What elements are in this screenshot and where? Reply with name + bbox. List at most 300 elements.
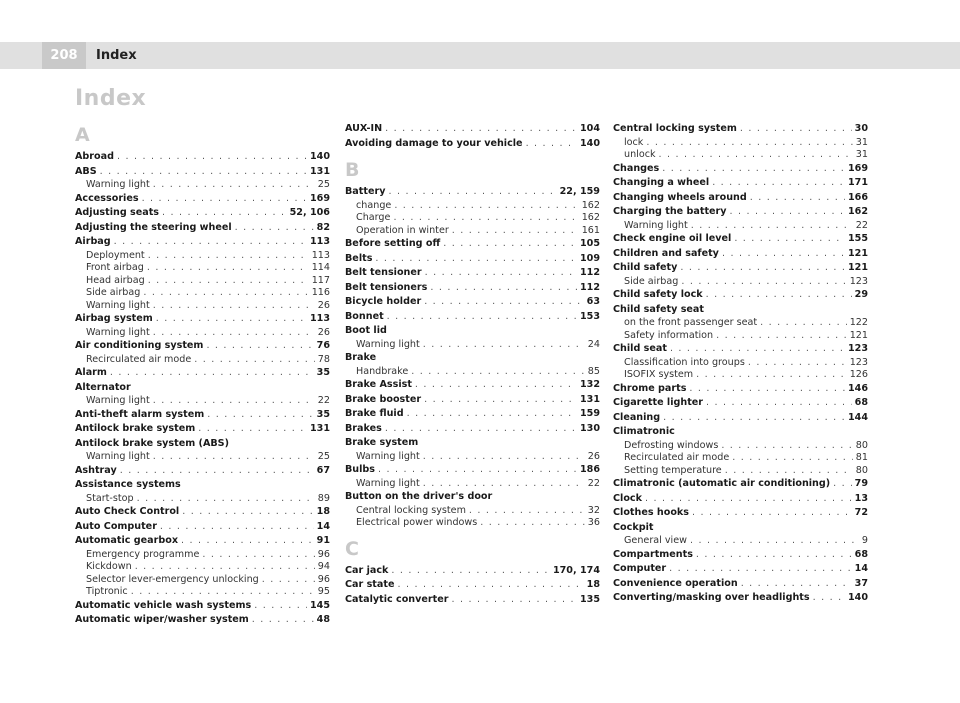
index-entry [613, 548, 868, 563]
dot-leader [100, 165, 307, 180]
page-reference: 186 [579, 464, 600, 475]
index-entry [613, 562, 868, 577]
page-reference: 114 [311, 262, 330, 273]
dot-leader [646, 137, 852, 150]
index-subentry [613, 149, 868, 162]
entry-label: Before setting off [345, 238, 441, 249]
index-entry-heading: Button on the driver's door [345, 491, 493, 502]
entry-label: Battery [345, 186, 386, 197]
entry-label: Convenience operation [613, 577, 738, 589]
page-reference: 26 [317, 326, 330, 338]
entry-label: Head airbag [86, 274, 145, 286]
page-reference: 24 [587, 338, 600, 350]
page-reference: 112 [579, 281, 600, 293]
page-reference: 67 [316, 464, 330, 476]
page-reference: 153 [579, 310, 600, 322]
entry-label: Warning light [86, 451, 150, 462]
index-column-1 [75, 124, 330, 628]
page-reference: 135 [579, 593, 600, 605]
entry-label: Classification into groups [624, 356, 745, 368]
page-reference: 31 [855, 136, 868, 148]
entry-label: Check engine oil level [613, 233, 732, 244]
entry-label: Handbrake [356, 365, 409, 377]
dot-leader [135, 561, 315, 574]
entry-label: Bulbs [345, 464, 376, 475]
entry-label: ABS [75, 165, 97, 177]
entry-label: Central locking system [613, 123, 737, 134]
dot-leader [662, 162, 845, 177]
dot-leader [740, 122, 852, 137]
dot-leader [143, 287, 308, 300]
index-column-3 [613, 122, 868, 606]
entry-label: Automatic wiper/washer system [75, 614, 249, 625]
entry-label: Electrical power windows [356, 517, 478, 528]
dot-leader [813, 591, 845, 606]
entry-label: Cleaning [613, 411, 661, 423]
page-reference: 29 [854, 289, 868, 300]
index-entry [345, 185, 600, 200]
dot-leader [182, 505, 313, 520]
dot-leader [387, 310, 577, 325]
dot-leader [181, 534, 314, 549]
dot-leader [194, 354, 315, 367]
dot-leader [254, 599, 307, 614]
index-entry [613, 342, 868, 357]
index-entry [345, 407, 600, 422]
dot-leader [423, 339, 585, 352]
entry-label: Alarm [75, 367, 107, 378]
dot-leader [732, 452, 853, 465]
dot-leader [423, 451, 585, 464]
dot-leader [452, 225, 579, 238]
page-reference: 36 [587, 517, 600, 528]
dot-leader [750, 191, 845, 206]
page-reference: 131 [309, 165, 330, 177]
entry-label: Warning light [356, 477, 420, 489]
index-entry-heading: Boot lid [345, 325, 387, 336]
dot-leader [153, 327, 315, 340]
page-reference: 95 [317, 586, 330, 597]
page-reference: 155 [847, 233, 868, 244]
index-subentry [613, 330, 868, 343]
entry-label: Automatic vehicle wash systems [75, 599, 252, 611]
index-entry [345, 137, 600, 152]
index-entry [75, 599, 330, 614]
index-entry [613, 577, 868, 592]
page-reference: 68 [854, 397, 868, 408]
entry-label: AUX-IN [345, 123, 383, 134]
dot-leader [689, 382, 845, 397]
index-entry [345, 463, 600, 478]
page-reference: 122 [849, 317, 868, 328]
entry-label: Compartments [613, 548, 693, 560]
dot-leader [137, 493, 315, 506]
page-reference: 63 [586, 296, 600, 307]
index-entry [613, 288, 868, 303]
page-reference: 22 [317, 395, 330, 406]
index-entry [613, 411, 868, 426]
index-entry [75, 534, 330, 549]
index-entry [75, 206, 330, 221]
index-entry-heading: Child safety seat [613, 303, 704, 315]
dot-leader [391, 564, 550, 579]
dot-leader [385, 422, 577, 437]
page-reference: 72 [854, 507, 868, 518]
index-entry-heading: Brake [345, 352, 377, 363]
dot-leader [117, 150, 307, 165]
entry-label: Accessories [75, 192, 139, 204]
entry-label: Converting/masking over headlights [613, 592, 810, 603]
dot-leader [423, 478, 585, 491]
dot-leader [388, 185, 556, 200]
dot-leader [407, 407, 577, 422]
dot-leader [147, 262, 309, 275]
entry-label: Brake fluid [345, 408, 404, 419]
index-subentry [345, 451, 600, 464]
entry-label: General view [624, 535, 687, 546]
index-entry [345, 393, 600, 408]
page-title: Index [75, 86, 147, 111]
index-subentry [345, 517, 600, 530]
dot-leader [262, 574, 315, 587]
dot-leader [375, 252, 577, 267]
index-subentry [75, 561, 330, 574]
index-entry [613, 506, 868, 521]
entry-label: Children and safety [613, 247, 719, 259]
entry-label: Operation in winter [356, 224, 449, 236]
index-subentry [75, 451, 330, 464]
page-reference: 123 [849, 275, 868, 287]
page-reference: 30 [854, 123, 868, 134]
entry-label: Warning light [356, 450, 420, 462]
index-entry [613, 205, 868, 220]
page-reference: 35 [316, 367, 330, 378]
dot-leader [690, 535, 859, 548]
entry-label: Recirculated air mode [86, 353, 192, 365]
dot-leader [131, 586, 315, 599]
page-reference: 121 [847, 262, 868, 273]
page-reference: 131 [309, 423, 330, 434]
dot-leader [706, 288, 852, 303]
index-entry [345, 564, 600, 579]
page-reference: 52, 106 [289, 207, 330, 218]
index-subentry [613, 357, 868, 370]
entry-label: Warning light [356, 338, 420, 350]
index-entry [75, 339, 330, 354]
entry-label: Adjusting seats [75, 207, 160, 218]
page-reference: 166 [847, 191, 868, 203]
page-reference: 113 [309, 313, 330, 324]
dot-leader [716, 330, 847, 343]
index-entry [613, 492, 868, 507]
entry-label: Bicycle holder [345, 296, 422, 307]
dot-leader [153, 300, 315, 313]
dot-leader [424, 393, 577, 408]
index-entry [75, 408, 330, 423]
index-subentry [345, 366, 600, 379]
index-subentry [613, 317, 868, 330]
index-entry [345, 252, 600, 267]
page-reference: 116 [311, 287, 330, 298]
page-reference: 131 [579, 393, 600, 405]
page-reference: 79 [854, 478, 868, 489]
page-reference: 144 [847, 411, 868, 423]
dot-leader [833, 477, 851, 492]
entry-label: Front airbag [86, 262, 144, 273]
page-reference: 146 [847, 382, 868, 394]
entry-label: Ashtray [75, 464, 117, 476]
dot-leader [741, 577, 852, 592]
dot-leader [722, 247, 845, 262]
index-entry-heading: Alternator [75, 381, 131, 393]
index-subentry [75, 275, 330, 288]
entry-label: Safety information [624, 329, 714, 341]
page-reference: 113 [309, 236, 330, 247]
dot-leader [469, 505, 585, 518]
page-reference: 91 [316, 535, 330, 546]
page-reference: 123 [849, 356, 868, 368]
page-reference: 126 [849, 369, 868, 380]
index-entry [75, 312, 330, 327]
dot-leader [706, 396, 852, 411]
page-reference: 169 [309, 192, 330, 204]
index-entry [75, 613, 330, 628]
page-reference: 22, 159 [559, 186, 600, 197]
entry-label: Setting temperature [624, 464, 722, 476]
index-entry-heading: Antilock brake system (ABS) [75, 437, 229, 449]
index-subentry [345, 339, 600, 352]
dot-leader [153, 179, 315, 192]
page-reference: 14 [316, 520, 330, 532]
dot-leader [691, 220, 853, 233]
page-reference: 112 [579, 267, 600, 278]
entry-label: Catalytic converter [345, 593, 449, 605]
entry-label: Air conditioning system [75, 340, 204, 351]
dot-leader [394, 200, 578, 213]
index-entry [75, 464, 330, 479]
index-entry [345, 295, 600, 310]
index-entry [345, 578, 600, 593]
page-reference: 32 [587, 504, 600, 516]
page-reference: 105 [579, 238, 600, 249]
index-subentry [75, 287, 330, 300]
index-entry [613, 176, 868, 191]
entry-label: Child safety lock [613, 289, 703, 300]
entry-label: Auto Computer [75, 520, 157, 532]
dot-leader [669, 562, 851, 577]
index-subentry [75, 327, 330, 340]
dot-leader [526, 137, 577, 152]
index-subentry [75, 549, 330, 562]
index-subentry [345, 212, 600, 225]
index-subentry [345, 200, 600, 213]
index-entry-heading: Climatronic [613, 426, 675, 437]
entry-label: Child safety [613, 262, 678, 273]
entry-label: Charge [356, 212, 391, 223]
entry-label: Abroad [75, 151, 114, 162]
index-subentry [613, 276, 868, 289]
dot-leader [120, 464, 314, 479]
dot-leader [696, 548, 852, 563]
dot-leader [198, 422, 307, 437]
entry-label: Brake Assist [345, 379, 412, 390]
index-entry [613, 396, 868, 411]
index-entry [613, 382, 868, 397]
page-reference: 80 [855, 464, 868, 476]
dot-leader [411, 366, 584, 379]
dot-leader [748, 357, 847, 370]
page-reference: 162 [581, 199, 600, 211]
page-number: 208 [42, 42, 86, 69]
dot-leader [430, 281, 577, 296]
entry-label: Belt tensioner [345, 267, 422, 278]
index-entry [613, 122, 868, 137]
page-reference: 171 [847, 177, 868, 188]
dot-leader [680, 261, 845, 276]
page-reference: 85 [587, 365, 600, 377]
entry-label: Kickdown [86, 561, 132, 572]
page-reference: 113 [311, 249, 330, 261]
entry-label: lock [624, 136, 644, 148]
dot-leader [397, 578, 583, 593]
entry-label: Clothes hooks [613, 507, 689, 518]
dot-leader [393, 212, 578, 225]
entry-label: Defrosting windows [624, 439, 719, 451]
dot-leader [443, 237, 577, 252]
page-reference: 18 [586, 579, 600, 590]
index-letter-heading: A [75, 124, 90, 146]
entry-label: Changes [613, 162, 660, 174]
index-entry [613, 247, 868, 262]
entry-label: Changing wheels around [613, 191, 747, 203]
page-reference: 162 [847, 206, 868, 217]
page-reference: 123 [847, 343, 868, 354]
page-reference: 18 [316, 506, 330, 517]
dot-leader [207, 408, 313, 423]
dot-leader [202, 549, 314, 562]
entry-label: Brake booster [345, 393, 422, 405]
page-reference: 132 [579, 379, 600, 390]
index-subentry [613, 369, 868, 382]
page-reference: 109 [579, 252, 600, 264]
page-reference: 159 [579, 408, 600, 419]
index-entry [75, 165, 330, 180]
entry-label: Central locking system [356, 504, 466, 516]
index-entry [345, 378, 600, 393]
index-entry-heading: Assistance systems [75, 479, 181, 490]
entry-label: Car jack [345, 564, 389, 576]
index-entry [345, 237, 600, 252]
entry-label: Emergency programme [86, 548, 200, 560]
index-entry [75, 235, 330, 250]
page-reference: 26 [317, 299, 330, 311]
dot-leader [730, 205, 845, 220]
entry-label: Warning light [86, 326, 150, 338]
entry-label: Bonnet [345, 310, 384, 322]
entry-label: Adjusting the steering wheel [75, 221, 232, 233]
entry-label: Selector lever-emergency unlocking [86, 573, 259, 585]
dot-leader [721, 440, 852, 453]
dot-leader [110, 366, 314, 381]
page-reference: 140 [579, 137, 600, 149]
entry-label: Warning light [86, 395, 150, 406]
page-reference: 96 [317, 548, 330, 560]
entry-label: Side airbag [624, 275, 679, 287]
entry-label: Avoiding damage to your vehicle [345, 137, 523, 149]
entry-label: Recirculated air mode [624, 452, 730, 463]
entry-label: Antilock brake system [75, 423, 196, 434]
dot-leader [385, 122, 577, 137]
entry-label: Airbag [75, 236, 111, 247]
entry-label: Computer [613, 563, 667, 574]
index-entry-heading: Cockpit [613, 521, 654, 533]
index-subentry [75, 395, 330, 408]
page-reference: 80 [855, 439, 868, 451]
index-subentry [75, 574, 330, 587]
page-reference: 121 [849, 329, 868, 341]
index-column-2 [345, 122, 600, 607]
entry-label: Charging the battery [613, 206, 727, 217]
dot-leader [681, 276, 846, 289]
index-subentry [75, 262, 330, 275]
entry-label: unlock [624, 149, 656, 160]
entry-label: Airbag system [75, 313, 153, 324]
entry-label: Cigarette lighter [613, 397, 704, 408]
dot-leader [114, 235, 307, 250]
page-reference: 162 [581, 212, 600, 223]
index-subentry [613, 465, 868, 478]
index-entry [345, 266, 600, 281]
index-entry [75, 422, 330, 437]
index-entry [345, 281, 600, 296]
entry-label: Warning light [624, 219, 688, 231]
index-subentry [75, 586, 330, 599]
index-entry [345, 422, 600, 437]
page-reference: 78 [317, 353, 330, 365]
index-subentry [613, 137, 868, 150]
index-subentry [345, 505, 600, 518]
page-reference: 94 [317, 561, 330, 572]
entry-label: Anti-theft alarm system [75, 408, 205, 420]
index-subentry [613, 220, 868, 233]
index-entry [613, 162, 868, 177]
page-reference: 121 [847, 247, 868, 259]
entry-label: Car state [345, 579, 395, 590]
page-reference: 35 [316, 408, 330, 420]
page-reference: 25 [317, 451, 330, 462]
entry-label: Auto Check Control [75, 506, 180, 517]
index-letter-heading: B [345, 159, 360, 181]
page-reference: 9 [861, 535, 868, 546]
entry-label: Climatronic (automatic air conditioning) [613, 478, 831, 489]
index-subentry [75, 179, 330, 192]
page-reference: 48 [316, 614, 330, 625]
dot-leader [235, 221, 314, 236]
dot-leader [760, 317, 847, 330]
dot-leader [696, 369, 847, 382]
index-subentry [75, 300, 330, 313]
index-subentry [75, 250, 330, 263]
page-reference: 82 [316, 221, 330, 233]
dot-leader [156, 312, 307, 327]
dot-leader [663, 411, 845, 426]
entry-label: ISOFIX system [624, 369, 694, 380]
entry-label: on the front passenger seat [624, 317, 758, 328]
index-subentry [613, 440, 868, 453]
entry-label: Brakes [345, 422, 382, 434]
dot-leader [692, 506, 852, 521]
page-reference: 76 [316, 340, 330, 351]
